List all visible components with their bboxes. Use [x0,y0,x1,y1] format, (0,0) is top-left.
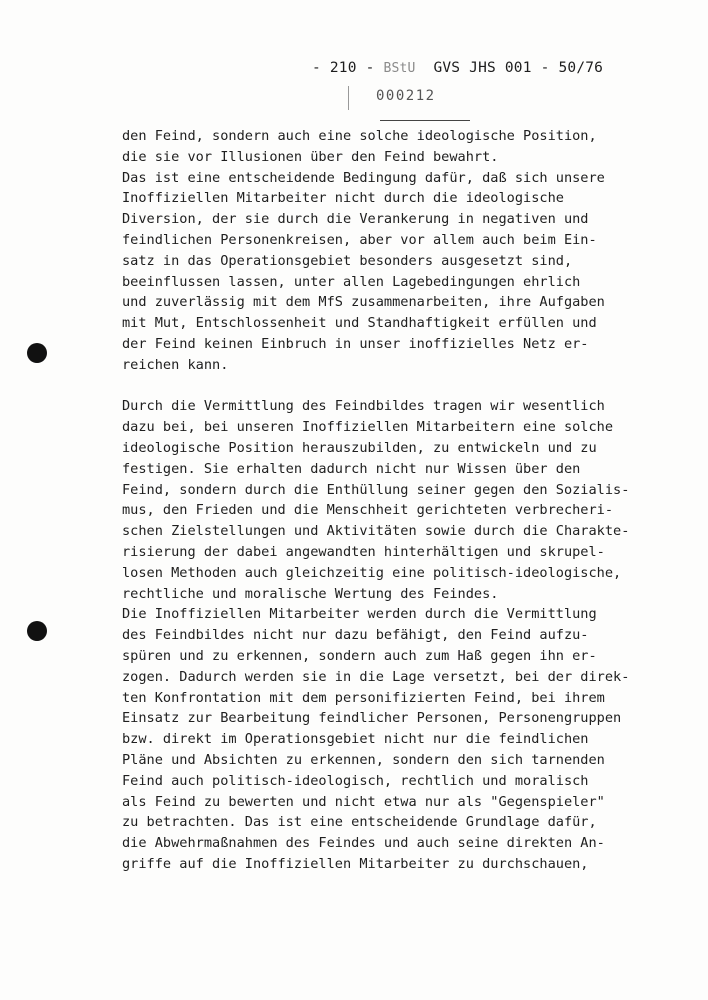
text-line: zu betrachten. Das ist eine entscheidende Grundlage dafür, [122,814,597,831]
text-line: spüren und zu erkennen, sondern auch zum Haß gegen ihn er- [122,647,597,664]
page-number: - 210 - [312,60,375,76]
text-line: der Feind keinen Einbruch in unser inoffizielles Netz er- [122,335,589,352]
text-line: und zuverlässig mit dem MfS zusammenarbeiten, ihre Aufgaben [122,294,605,311]
text-line: bzw. direkt im Operationsgebiet nicht nur die feindlichen [122,731,589,748]
text-line: zogen. Dadurch werden sie in die Lage versetzt, bei der direk- [122,668,630,685]
text-line: die Abwehrmaßnahmen des Feindes und auch seine direkten An- [122,835,605,852]
underline-mark [380,120,470,121]
archive-number: 000212 [376,88,436,104]
text-line: Diversion, der sie durch die Verankerung in negativen und [122,211,589,228]
bstu-stamp: BStU [383,61,416,76]
text-line: des Feindbildes nicht nur dazu befähigt, den Feind aufzu- [122,627,589,644]
page-header [312,60,603,76]
text-line: ten Konfrontation mit dem personifizierten Feind, bei ihrem [122,689,605,706]
text-line: Die Inoffiziellen Mitarbeiter werden durch die Vermittlung [122,606,597,623]
paragraph-2 [122,396,682,874]
text-line: reichen kann. [122,356,229,373]
punch-hole-lower [27,621,47,641]
text-line: satz in das Operationsgebiet besonders ausgesetzt sind, [122,252,573,269]
text-line: schen Zielstellungen und Aktivitäten sowie durch die Charakte- [122,523,630,540]
text-line: mus, den Frieden und die Menschheit gerichteten verbrecheri- [122,502,614,519]
text-line: festigen. Sie erhalten dadurch nicht nur Wissen über den [122,460,581,477]
archive-bracket-mark [348,86,349,110]
text-line: als Feind zu bewerten und nicht etwa nur als "Gegenspieler" [122,793,605,810]
text-line: Feind auch politisch-ideologisch, rechtlich und moralisch [122,772,589,789]
text-line: feindlichen Personenkreisen, aber vor allem auch beim Ein- [122,231,597,248]
paragraph-spacer [122,376,682,397]
text-line: die sie vor Illusionen über den Feind bewahrt. [122,148,499,165]
text-line: Einsatz zur Bearbeitung feindlicher Personen, Personengruppen [122,710,622,727]
text-line: Inoffiziellen Mitarbeiter nicht durch die ideologische [122,190,564,207]
paragraph-1 [122,126,682,376]
text-line: Durch die Vermittlung des Feindbildes tragen wir wesentlich [122,398,605,415]
text-line: griffe auf die Inoffiziellen Mitarbeiter zu durchschauen, [122,855,589,872]
text-line: Das ist eine entscheidende Bedingung dafür, daß sich unsere [122,169,605,186]
text-line: risierung der dabei angewandten hinterhältigen und skrupel- [122,543,605,560]
text-line: ideologische Position herauszubilden, zu entwickeln und zu [122,439,597,456]
text-line: losen Methoden auch gleichzeitig eine politisch-ideologische, [122,564,622,581]
text-line: den Feind, sondern auch eine solche ideologische Position, [122,128,597,144]
document-body [122,126,682,875]
text-line: Feind, sondern durch die Enthüllung seiner gegen den Sozialis- [122,481,630,498]
document-reference: GVS JHS 001 - 50/76 [433,60,604,76]
text-line: beeinflussen lassen, unter allen Lagebedingungen ehrlich [122,273,581,290]
text-line: mit Mut, Entschlossenheit und Standhaftigkeit erfüllen und [122,315,597,332]
text-line: Pläne und Absichten zu erkennen, sondern den sich tarnenden [122,751,605,768]
punch-hole-upper [27,343,47,363]
text-line: dazu bei, bei unseren Inoffiziellen Mitarbeitern eine solche [122,419,614,436]
text-line: rechtliche und moralische Wertung des Feindes. [122,585,499,602]
